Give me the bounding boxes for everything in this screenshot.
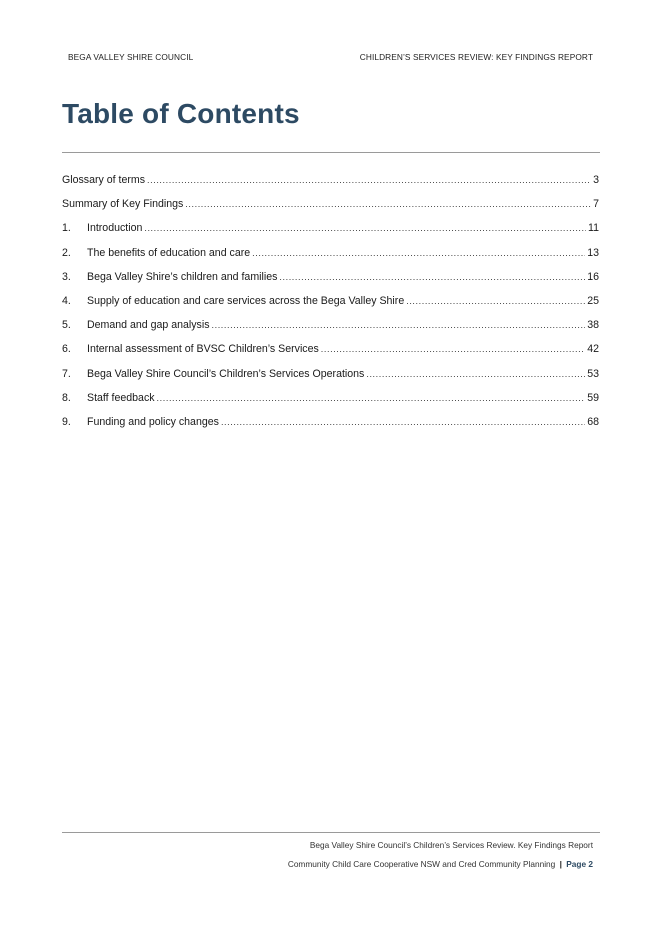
table-of-contents — [62, 172, 599, 438]
toc-entry-number: 2. — [62, 246, 71, 259]
toc-entry-3[interactable] — [62, 269, 599, 293]
toc-entry-label: Introduction — [87, 222, 143, 235]
footer-separator: | — [559, 859, 562, 869]
toc-entry-label: The benefits of education and care — [87, 246, 251, 259]
toc-entry-5[interactable] — [62, 317, 599, 341]
toc-leader-dots — [406, 293, 585, 309]
toc-entry-page: 13 — [587, 246, 599, 259]
toc-entry-number: 4. — [62, 294, 71, 307]
footer-authors-text: Community Child Care Cooperative NSW and Cred Community Planning — [287, 859, 556, 869]
toc-entry-label: Bega Valley Shire Council’s Children’s Services Operations — [87, 367, 365, 380]
footer-authors — [288, 859, 593, 869]
toc-leader-dots — [157, 390, 586, 406]
footer-page-number: Page 2 — [566, 859, 593, 869]
toc-entry-page: 59 — [587, 391, 599, 404]
toc-entry-label: Supply of education and care services across the Bega Valley Shire — [87, 294, 405, 307]
toc-entry-page: 3 — [593, 174, 599, 186]
toc-leader-dots — [252, 245, 585, 261]
toc-entry-number: 5. — [62, 319, 71, 332]
toc-entry-page: 25 — [587, 294, 599, 307]
toc-leader-dots — [221, 414, 585, 430]
toc-entry-6[interactable] — [62, 341, 599, 365]
toc-leader-dots — [321, 341, 585, 357]
title-divider — [62, 152, 600, 153]
toc-entry-number: 9. — [62, 415, 71, 428]
toc-entry-page: 42 — [587, 343, 599, 356]
page-title: Table of Contents — [62, 98, 300, 129]
toc-entry-page: 38 — [587, 319, 599, 332]
toc-entry-number: 7. — [62, 367, 71, 380]
toc-leader-dots — [212, 317, 586, 333]
toc-entry-page: 16 — [587, 270, 599, 283]
header-right: CHILDREN’S SERVICES REVIEW: KEY FINDINGS REPORT — [359, 52, 593, 62]
toc-entry-summary[interactable] — [62, 196, 599, 220]
toc-entry-4[interactable] — [62, 293, 599, 317]
toc-entry-page: 53 — [587, 367, 599, 380]
toc-entry-label: Glossary of terms — [62, 174, 146, 186]
toc-entry-number: 8. — [62, 391, 71, 404]
toc-leader-dots — [185, 196, 591, 212]
toc-entry-label: Bega Valley Shire’s children and families — [87, 270, 278, 283]
toc-entry-7[interactable] — [62, 366, 599, 390]
toc-leader-dots — [147, 172, 591, 188]
toc-leader-dots — [144, 220, 586, 236]
toc-entry-9[interactable] — [62, 414, 599, 438]
toc-entry-label: Staff feedback — [87, 391, 155, 404]
toc-entry-number: 6. — [62, 343, 71, 356]
toc-entry-glossary[interactable] — [62, 172, 599, 196]
footer-report-title: Bega Valley Shire Council’s Children’s Services Review. Key Findings Report — [309, 840, 593, 850]
toc-leader-dots — [279, 269, 585, 285]
toc-entry-number: 1. — [62, 222, 71, 235]
footer-divider — [62, 832, 600, 833]
toc-entry-2[interactable] — [62, 245, 599, 269]
toc-entry-label: Internal assessment of BVSC Children’s Services — [87, 343, 319, 356]
toc-entry-label: Summary of Key Findings — [62, 198, 184, 211]
header-left: BEGA VALLEY SHIRE COUNCIL — [68, 52, 194, 62]
toc-entry-page: 68 — [587, 415, 599, 428]
toc-entry-label: Demand and gap analysis — [87, 319, 210, 332]
toc-entry-1[interactable] — [62, 220, 599, 244]
toc-entry-8[interactable] — [62, 390, 599, 414]
toc-leader-dots — [366, 366, 585, 382]
toc-entry-number: 3. — [62, 270, 71, 283]
toc-entry-label: Funding and policy changes — [87, 415, 219, 428]
toc-entry-page: 7 — [593, 198, 599, 211]
toc-entry-page: 11 — [588, 222, 599, 235]
